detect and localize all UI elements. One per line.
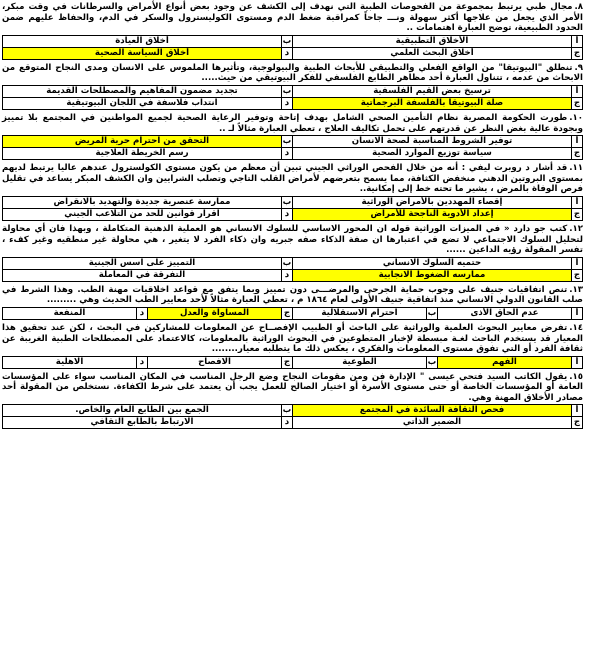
question-number: ٨. [574,2,583,12]
option-letter: ج [572,97,583,109]
option-b-correct[interactable]: التحقق من احترام حرية المريض [3,136,282,148]
option-c[interactable]: الافصاح [148,356,282,368]
options-table-15 [2,404,583,429]
option-b[interactable]: ممارسة عنصرية جديدة والتهديد بالانقراض [3,196,282,208]
option-b[interactable]: تجديد مضمون المفاهيم والمصطلحات القديمة [3,85,282,97]
options-table-12 [2,257,583,282]
option-b[interactable]: أخلاق العيادة [3,35,282,47]
question-number: ١٥. [569,371,583,382]
option-letter: د [282,97,293,109]
option-b[interactable]: التمييز على اسس الجينية [3,257,282,269]
option-c[interactable]: الضمير الذاتي [293,417,572,429]
option-letter: أ [572,35,583,47]
question-number: ١٠. [569,112,583,123]
option-a[interactable]: إقصاء المهددين بالأمراض الوراثية [293,196,572,208]
option-a[interactable]: توفير الشروط المناسبة لصحة الانسان [293,136,572,148]
option-c[interactable]: سياسة توزيع الموارد الصحية [293,148,572,160]
option-d[interactable]: الارتباط بالطابع الثقافي [3,417,282,429]
option-letter: ب [427,356,437,367]
option-letter: ب [282,196,292,207]
option-letter: ج [282,307,293,319]
options-table-9 [2,85,583,110]
option-a[interactable]: عدم الحاق الأذى [438,307,572,319]
question-8 [2,2,583,34]
question-number: ١١. [569,163,583,174]
question-text: كتب جو دارد « في الميزات الوراثية قوله ان المحور الاساسي للسلوك الانساني هو العملية الذهنية المتكاملة ، وبهذا فان أي محاولة لتحليل السلوك الاجتماعي لا تضع في اعتبارها ان صفة الذكاء صفه جبريه وان ذكاء الفرد لا يتغير ، هي محاولة غير منطقيه وغير كفء ، تفسر المقولة رؤيه الداعين ...... [2,223,583,256]
option-letter: أ [572,405,583,417]
option-d[interactable]: رسم الخريطة العلاجية [3,148,282,160]
option-letter: ب [282,35,292,46]
question-12 [2,224,583,256]
question-text: يقول الكاتب السيد فتحي عيسى " الإدارة فن ومن مقومات النجاح وضع الرجل المناسب في المكان المناسب سواء على المؤسسات العامة أو المؤسسات الخاصة أو حتى مستوى الأسرة أو اختيار الصالح للعمل يجب أن يعتمد على شرط الكفاءة. نستخلص من المقولة أحد مصادر الأخلاق المهنة وهي. [2,371,583,403]
option-d[interactable]: المنفعة [3,307,137,319]
question-15 [2,372,583,404]
option-letter: د [282,417,293,429]
option-d[interactable]: انتداب فلاسفة في اللجان البيوتيقية [3,97,282,109]
question-number: ١٣. [569,284,583,295]
option-b[interactable]: احترام الاستقلالية [293,307,427,319]
option-letter: أ [572,257,583,269]
option-letter: ج [572,148,583,160]
option-letter: د [282,148,293,160]
question-text: تنطلق "البيوتيقا" من الواقع الفعلي والتطبيقي للأبحاث الطبية والبيولوجية، وتأثيرها الملموس على الانسان ومدى النجاح المتوقع من الابحاث من عدمه ، تتناول العبارة أحد مظاهر الطابع الفلسفي للفكر البيوتيقي من حيث..... [2,62,583,84]
question-13 [2,285,583,306]
option-a-correct[interactable]: الفهم [438,356,572,368]
option-a[interactable]: الأخلاق التطبيقية [293,35,572,47]
question-text: تنص اتفاقيات جنيف على وجوب حماية الجرحى والمرضـــى دون تمييز وبما يتفق مع قواعد اخلاقيات مهنة الطب. وهذا الشرط في صلب القانون الدولي الانساني منذ اتفاقية جنيف الأولى لعام ١٨٦٤ م ، تعطي العبارة مثالاً لأحد معايير الطب الحديث وهي ......... [2,284,583,306]
question-11 [2,163,583,195]
option-a-correct[interactable]: فحص الثقافة السائدة في المجتمع [293,405,572,417]
option-letter: ب [282,85,292,96]
option-letter: ج [572,417,583,429]
option-b[interactable]: الجمع بين الطابع العام والخاص. [3,405,282,417]
option-letter: أ [572,85,583,97]
option-letter: د [282,47,293,59]
options-table-11 [2,196,583,221]
question-14 [2,323,583,355]
option-letter: ج [572,208,583,220]
question-text: مجال طبي يرتبط بمجموعة من الفحوصات الطبية التي نهدف إلى الكشف عن وجود بعض أنواع الأمراض والسرطانات في وقت مبكر، الأمر الذي يجعل من علاجها أكثر سهولة ونـــ جاحاً كمراقبة ضغط الدم ومستوى الكوليسترول والسكر في الدم، والحفاظ عليهم ضمن الحدود الطبيعية، توضح العبارة اهتمامات .. [2,2,583,34]
question-number: ٩. [574,62,583,73]
question-number: ١٢. [569,223,583,234]
option-letter: ج [572,47,583,59]
options-table-14 [2,356,583,369]
option-letter: أ [572,356,583,368]
option-a[interactable]: حتميه السلوك الانساني [293,257,572,269]
option-letter: أ [572,196,583,208]
question-number: ١٤. [569,322,583,333]
option-letter: ج [282,356,293,368]
option-letter: د [282,208,293,220]
options-table-10 [2,135,583,160]
option-c-correct[interactable]: صلة البيوتيقا بالفلسفة البرجماتية [293,97,572,109]
option-b[interactable]: الطوعية [293,356,427,368]
question-text: قد أشار د روبرت ليفي : أنه من خلال الفحص الوراثي الجيني تبين أن معظم من يكون مستوى الكولسترول عندهم عاليا يرتبط لديهم بمستوى البروتين الدهني منخفض الكثافة، مما يسمح بتعرضهم لأمراض القلب التاجي وتصلب الشرايين وان الكشف المبكر يساعد في تقليل فرص الوفاة بالمرض ، يشير ما تحته خط إلى إمكانية.. [2,163,583,195]
option-letter: ج [572,269,583,281]
option-letter: ب [427,307,437,318]
option-letter: أ [572,136,583,148]
option-letter: د [137,307,148,319]
option-letter: أ [572,307,583,319]
option-c-correct[interactable]: المساواة والعدل [148,307,282,319]
options-table-8 [2,35,583,60]
option-c[interactable]: أخلاق البحث العلمي [293,47,572,59]
option-d-correct[interactable]: أخلاق السياسة الصحية [3,47,282,59]
option-c-correct[interactable]: إعداد الأدوية الناجحة للأمراض [293,208,572,220]
option-c-correct[interactable]: ممارسه الضغوط الانجابية [293,269,572,281]
options-table-13 [2,307,583,320]
option-letter: ب [282,257,292,268]
option-letter: د [282,269,293,281]
question-text: تفرض معايير البحوث العلمية والوراثية على الباحث أو الطبيب الإفصــاح عن المعلومات للمشاركين في البحث ، لكن عند تحقيق هذا المعيار قد يستخدم الباحث لغـة مبسطة لإخبار المتطوعين في البحوث الوراثية بالمعلومات، كالاعتماد على المصطلحات الطبية الغريبة عن ثقافة الفرد أو التي تفوق مستوى المعلومات والفكري ، يعكس ذلك ما يتطلبه معيار........ [2,322,583,355]
question-10 [2,113,583,134]
question-9 [2,63,583,84]
option-d[interactable]: التفرقة في المعاملة [3,269,282,281]
option-letter: ب [282,136,292,147]
question-text: طورت الحكومة المصرية نظام التأمين الصحي الشامل بهدف إتاحة وتوفير الرعاية الصحية لجميع المواطنين في المجتمع بلا تمييز وبجودة عالية بغض النظر عن قدرتهم على تحمل تكاليف العلاج ، تعطي العبارة مثالاً لـ .. [2,112,583,134]
option-letter: د [137,356,148,368]
option-d[interactable]: اقرار قوانين للحد من التلاعب الجيني [3,208,282,220]
option-letter: ب [282,405,292,416]
option-a[interactable]: ترسيخ بعض القيم الفلسفية [293,85,572,97]
option-d[interactable]: الاهلية [3,356,137,368]
